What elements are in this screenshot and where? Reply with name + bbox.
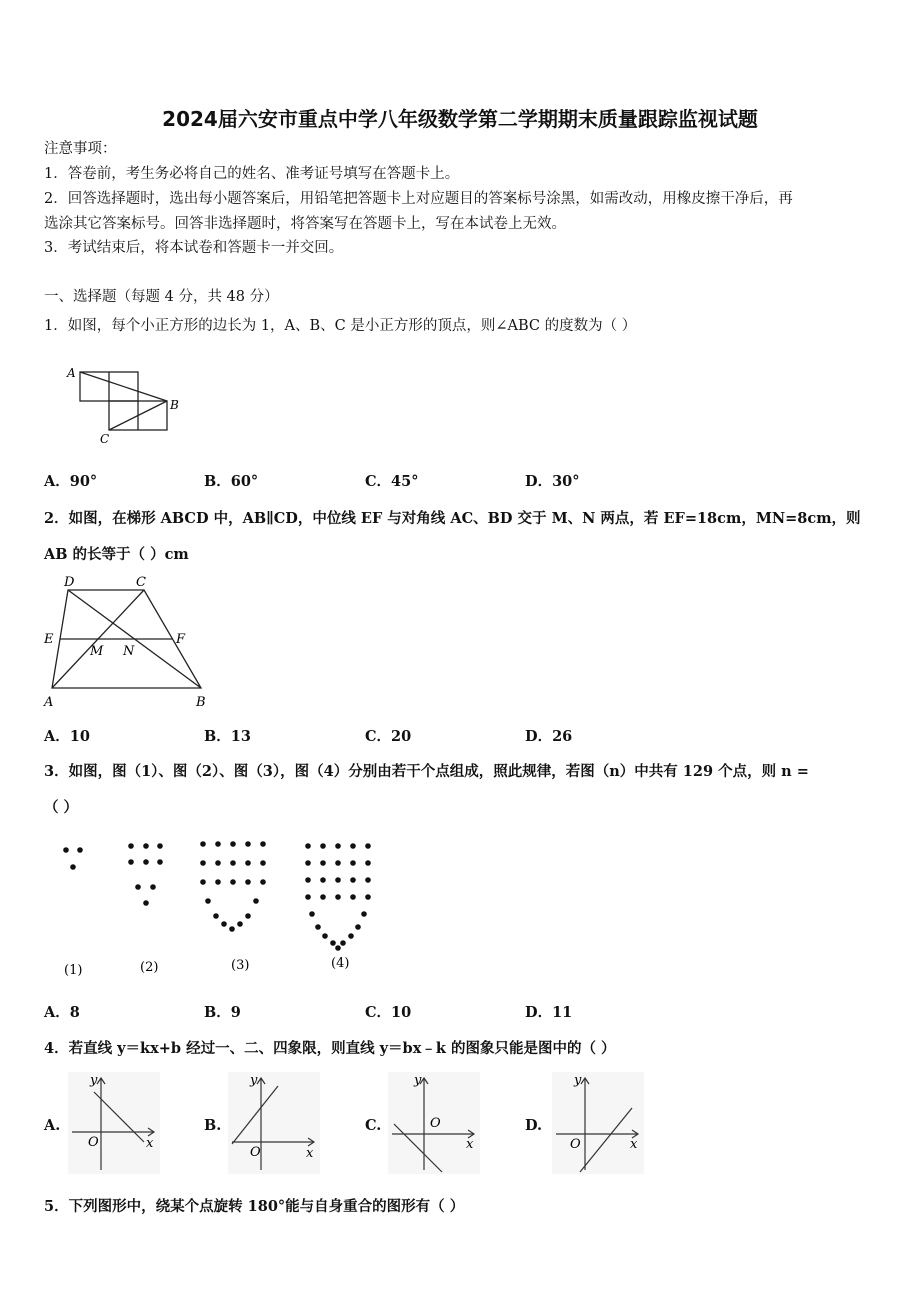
origin-label: O bbox=[88, 1135, 99, 1150]
y-axis-label: y bbox=[250, 1073, 258, 1088]
notice-item: 3．考试结束后，将本试卷和答题卡一并交回。 bbox=[44, 240, 344, 256]
notice-item: 选涂其它答案标号。回答非选择题时，将答案写在答题卡上，写在本试卷上无效。 bbox=[44, 216, 566, 232]
q4-option-c-label: C. bbox=[365, 1117, 382, 1134]
q4-graph-c bbox=[388, 1072, 480, 1174]
q4-graph-d bbox=[552, 1072, 644, 1174]
q1-label-a: A bbox=[67, 366, 76, 380]
notice-heading: 注意事项： bbox=[44, 141, 117, 157]
notice-item: 1．答卷前，考生务必将自己的姓名、准考证号填写在答题卡上。 bbox=[44, 166, 460, 182]
q1-grid-figure bbox=[60, 360, 200, 450]
q2-label-a: A bbox=[44, 695, 54, 710]
x-axis-label: x bbox=[630, 1137, 638, 1152]
q2-option-a: A．10 bbox=[44, 728, 90, 745]
q4-option-d-label: D. bbox=[525, 1117, 543, 1134]
q1-label-b: B bbox=[170, 398, 179, 412]
q4-graph-a bbox=[68, 1072, 160, 1174]
q1-option-c: C．45° bbox=[365, 473, 419, 490]
q2-option-c: C．20 bbox=[365, 728, 412, 745]
q3-caption-2: (2) bbox=[140, 960, 159, 975]
q2-label-d: D bbox=[64, 575, 75, 590]
question-2-text: 2．如图，在梯形 ABCD 中，AB∥CD，中位线 EF 与对角线 AC、BD 交于 M、N 两点，若 EF=18cm，MN=8cm，则 bbox=[44, 510, 861, 527]
q1-option-a: A．90° bbox=[44, 473, 98, 490]
page-title: 2024届六安市重点中学八年级数学第二学期期末质量跟踪监视试题 bbox=[162, 107, 758, 131]
q2-label-e: E bbox=[44, 632, 54, 647]
y-axis-label: y bbox=[574, 1073, 582, 1088]
q1-label-c: C bbox=[100, 432, 110, 446]
q3-option-a: A．8 bbox=[44, 1004, 80, 1021]
q3-option-c: C．10 bbox=[365, 1004, 412, 1021]
q4-option-a-label: A. bbox=[44, 1117, 61, 1134]
question-3-text-cont: （ ） bbox=[44, 799, 79, 816]
question-1-text: 1．如图，每个小正方形的边长为 1，A、B、C 是小正方形的顶点，则∠ABC 的度数为（ ） bbox=[44, 318, 637, 334]
q3-caption-3: (3) bbox=[231, 958, 250, 973]
x-axis-label: x bbox=[306, 1146, 314, 1161]
y-axis-label: y bbox=[414, 1073, 422, 1088]
q1-option-d: D．30° bbox=[525, 473, 580, 490]
q2-label-f: F bbox=[176, 632, 186, 647]
notice-item: 2．回答选择题时，选出每小题答案后，用铅笔把答题卡上对应题目的答案标号涂黑，如需改动，用橡皮擦干净后，再 bbox=[44, 191, 793, 207]
origin-label: O bbox=[250, 1145, 261, 1160]
q2-label-n: N bbox=[123, 644, 135, 659]
question-5-text: 5．下列图形中，绕某个点旋转 180°能与自身重合的图形有（ ） bbox=[44, 1198, 465, 1215]
q2-option-b: B．13 bbox=[204, 728, 251, 745]
question-3-text: 3．如图，图（1）、图（2）、图（3），图（4）分别由若干个点组成，照此规律，若图（n）中共有 129 个点，则 n = bbox=[44, 763, 809, 780]
section-heading: 一、选择题（每题 4 分，共 48 分） bbox=[44, 289, 279, 305]
q3-option-d: D．11 bbox=[525, 1004, 573, 1021]
q2-label-b: B bbox=[196, 695, 206, 710]
question-4-text: 4．若直线 y＝kx+b 经过一、二、四象限，则直线 y＝bx﹣k 的图象只能是图中的（ ） bbox=[44, 1040, 616, 1057]
y-axis-label: y bbox=[90, 1073, 98, 1088]
question-2-text-cont: AB 的长等于（ ）cm bbox=[44, 546, 189, 563]
q3-caption-4: (4) bbox=[331, 956, 350, 971]
x-axis-label: x bbox=[146, 1136, 154, 1151]
q1-option-b: B．60° bbox=[204, 473, 259, 490]
q3-option-b: B．9 bbox=[204, 1004, 241, 1021]
origin-label: O bbox=[570, 1137, 581, 1152]
x-axis-label: x bbox=[466, 1137, 474, 1152]
q3-dot-pattern-figure bbox=[50, 832, 400, 982]
q2-label-c: C bbox=[136, 575, 146, 590]
q2-label-m: M bbox=[90, 644, 104, 659]
q4-graph-b bbox=[228, 1072, 320, 1174]
q2-trapezoid-figure bbox=[40, 572, 220, 710]
q2-option-d: D．26 bbox=[525, 728, 573, 745]
q3-caption-1: (1) bbox=[64, 963, 83, 978]
origin-label: O bbox=[430, 1116, 441, 1131]
q4-option-b-label: B. bbox=[204, 1117, 222, 1134]
